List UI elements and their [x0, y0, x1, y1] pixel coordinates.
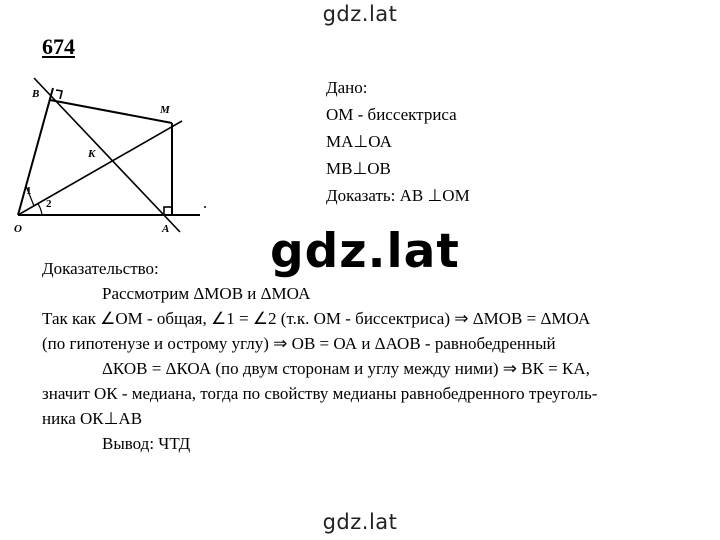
- watermark-top: gdz.lat: [322, 2, 398, 26]
- bisector-om: [18, 121, 182, 215]
- ray-ob: [18, 88, 53, 215]
- proof-line: ΔКОВ = ΔКОА (по двум сторонам и углу между ними) ⇒ ВК = КА,: [102, 359, 590, 378]
- geometry-figure: [0, 60, 240, 240]
- label-angle-1: 1: [26, 185, 32, 197]
- ray-end-dot: [204, 206, 206, 208]
- label-angle-2: 2: [46, 198, 52, 210]
- proof-line: ника ОК⊥АВ: [42, 409, 143, 428]
- problem-number: 674: [42, 34, 75, 59]
- right-angle-a: [164, 207, 172, 215]
- label-k: K: [88, 148, 96, 160]
- given-line: ОМ - биссектриса: [326, 105, 457, 124]
- label-b: B: [32, 88, 40, 100]
- proof-conclusion: Вывод: ЧТД: [102, 434, 191, 453]
- given-title: Дано:: [326, 78, 368, 97]
- given-prove: Доказать: АВ ⊥ОМ: [326, 186, 470, 205]
- segment-bm: [50, 100, 172, 123]
- proof-title: Доказательство:: [42, 259, 159, 278]
- proof-line: (по гипотенузе и острому углу) ⇒ ОВ = ОА и ΔАОВ - равнобедренный: [42, 334, 556, 353]
- watermark-bottom: gdz.lat: [322, 510, 398, 534]
- label-m: M: [160, 104, 170, 116]
- given-block: [326, 74, 470, 209]
- proof-line: Так как ∠ОМ - общая, ∠1 = ∠2 (т.к. ОМ - биссектриса) ⇒ ΔМОВ = ΔМОА: [42, 309, 591, 328]
- label-a: A: [162, 223, 170, 235]
- angle-arc-2: [38, 204, 42, 215]
- line-ab: [34, 78, 180, 232]
- given-line: МА⊥ОА: [326, 132, 392, 151]
- proof-block: [42, 256, 702, 456]
- watermark-center: gdz.lat: [270, 224, 460, 279]
- proof-line: значит ОК - медиана, тогда по свойству медианы равнобедренного треуголь-: [42, 384, 598, 403]
- proof-line: Рассмотрим ΔМОВ и ΔМОА: [102, 284, 311, 303]
- right-angle-b: [56, 90, 62, 99]
- label-o: O: [14, 223, 22, 235]
- given-line: МВ⊥ОВ: [326, 159, 391, 178]
